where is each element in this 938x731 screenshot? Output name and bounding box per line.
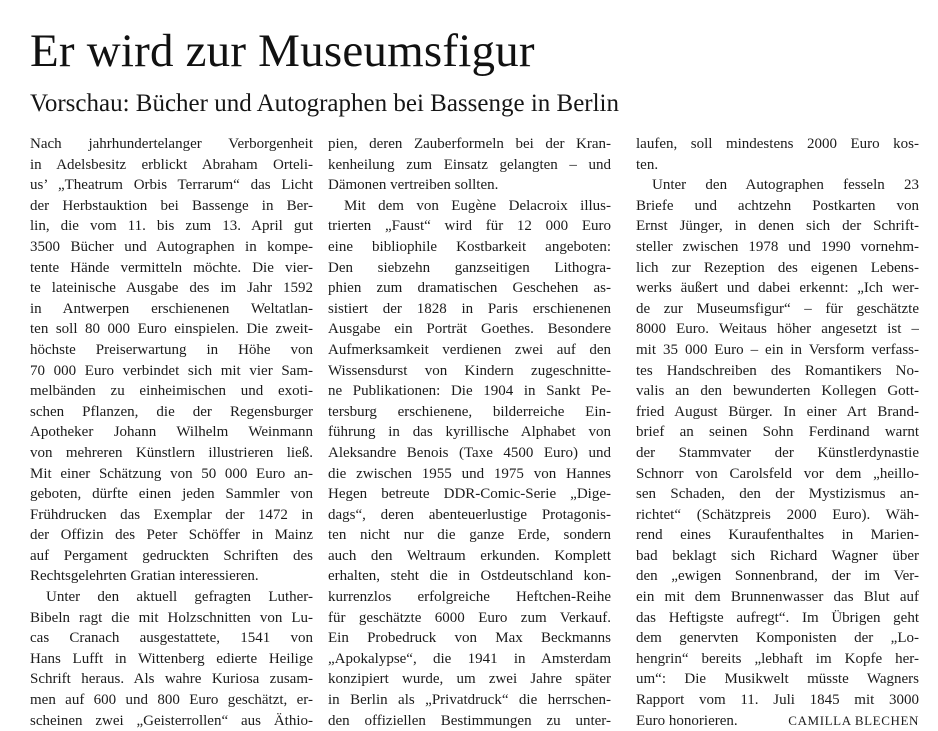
text-line: Frühdrucken das Exemplar der 1472 in	[30, 506, 313, 523]
subheadline: Vorschau: Bücher und Autographen bei Bassenge in Berlin	[30, 90, 620, 117]
text-line: trierten „Faust“ wird für 12 000 Euro	[328, 218, 611, 235]
text-line: von mehreren Künstlern illustrieren ließ.	[30, 444, 313, 461]
text-line: 8000 Euro. Weitaus höher angesetzt ist –	[636, 321, 919, 338]
text-line: in Berlin als „Privatdruck“ die herrschen-	[328, 692, 611, 709]
text-line: Unter den aktuell gefragten Luther-	[46, 589, 313, 606]
text-line: auf Pergament gedruckten Schriften des	[30, 547, 313, 564]
text-line: Nach jahrhundertelanger Verborgenheit	[30, 136, 313, 152]
text-line: die zwischen 1955 und 1975 von Hannes	[328, 465, 611, 482]
text-line: Schrift heraus. Als wahre Kuriosa zusam-	[30, 671, 313, 688]
text-line: 70 000 Euro verbindet sich mit vier Sam-	[30, 362, 313, 379]
text-line: Rapport vom 11. Juli 1845 mit 3000	[636, 692, 919, 709]
article-column-1	[30, 134, 313, 731]
text-line: ein mit dem Brunnenwasser das Blut auf	[636, 589, 919, 606]
text-line: Hegen betreute DDR-Comic-Serie „Dige-	[328, 486, 611, 503]
text-line: Schnorr von Carolsfeld vor dem „heillo-	[636, 465, 919, 482]
text-line-content: Euro honorieren.	[636, 712, 738, 729]
text-line: steller zwischen 1978 und 1990 vornehm-	[636, 238, 919, 255]
text-line: scheinen zwei „Geisterrollen“ aus Äthio-	[30, 712, 313, 729]
text-line: schen Pflanzen, die der Regensburger	[30, 403, 313, 420]
text-line: kenheilung zum Einsatz gelangten – und	[328, 156, 611, 173]
article-column-2	[328, 134, 611, 731]
text-line: valis an den bewunderten Kollegen Gott-	[636, 383, 919, 400]
text-line: erhalten, steht die in Ostdeutschland kon-	[328, 568, 611, 585]
text-line: Aufmerksamkeit verdienen zwei auf den	[328, 341, 611, 358]
text-line: Wissensdurst von Kindern zugeschnitte-	[328, 362, 611, 379]
author-byline: CAMILLA BLECHEN	[788, 712, 919, 728]
text-line: eine bibliophile Kostbarkeit angeboten:	[328, 238, 611, 255]
text-line: kurrenzlos erfolgreiche Heftchen-Reihe	[328, 589, 611, 606]
text-line: werks äußert und dabei erkennt: „Ich wer-	[636, 280, 919, 297]
text-line: Bibeln ragt die mit Holzschnitten von Lu-	[30, 609, 313, 626]
text-line: der Offizin des Peter Schöffer in Mainz	[30, 527, 313, 544]
text-line: höchste Preiserwartung in Höhe von	[30, 341, 313, 358]
text-line: sen Schaden, den der Mystizismus an-	[636, 486, 919, 503]
text-line: us’ „Theatrum Orbis Terrarum“ das Licht	[30, 177, 313, 194]
text-line: sistiert der 1828 in Paris erschienenen	[328, 300, 611, 317]
text-line: Ein Probedruck von Max Beckmanns	[328, 630, 611, 647]
text-line: tes Handschreiben des Romantikers No-	[636, 362, 919, 379]
text-line: rend eines Kuraufenthaltes in Marien-	[636, 527, 919, 544]
text-line: ten soll 80 000 Euro einspielen. Die zweit-	[30, 321, 313, 338]
text-line: Apotheker Johann Wilhelm Weinmann	[30, 424, 313, 441]
text-line: das Heftigste aufregt“. Im Übrigen geht	[636, 609, 919, 626]
text-line: in Adelsbesitz erblickt Abraham Orteli-	[30, 156, 313, 173]
text-line: bad beklagt sich Richard Wagner über	[636, 547, 919, 564]
text-line: Rechtsgelehrten Gratian interessieren.	[30, 568, 259, 585]
text-line: der Stammvater der Künstlerdynastie	[636, 444, 919, 461]
text-line: Ausgabe ein Porträt Goethes. Besondere	[328, 321, 611, 338]
text-line: den „ewigen Sonnenbrand, der im Ver-	[636, 568, 919, 585]
text-line: Hans Lufft in Wittenberg edierte Heilige	[30, 650, 313, 667]
text-line: hengrin“ bereits „lebhaft im Kopfe her-	[636, 650, 919, 667]
text-line: ten.	[636, 156, 659, 173]
article-column-3	[636, 134, 919, 731]
text-line: fried August Bürger. In einer Art Brand-	[636, 403, 919, 420]
text-line: laufen, soll mindestens 2000 Euro kos-	[636, 136, 919, 152]
text-line: konzipiert wurde, um zwei Jahre später	[328, 671, 611, 688]
text-line: Ernst Jünger, in denen sich der Schrift-	[636, 218, 919, 235]
text-line: für geschätzte 6000 Euro zum Verkauf.	[328, 609, 611, 626]
text-line: Dämonen vertreiben sollten.	[328, 177, 499, 194]
text-line: führung in das kyrillische Alphabet von	[328, 424, 611, 441]
text-line: pien, deren Zauberformeln bei der Kran-	[328, 136, 611, 152]
text-line: mit 35 000 Euro – ein in Versform verfass-	[636, 341, 919, 358]
text-line: 3500 Bücher und Autographen in kompe-	[30, 238, 313, 255]
text-line: geboten, dürfte einen jeden Sammler von	[30, 486, 313, 503]
text-line: cas Cranach ausgestattete, 1541 von	[30, 630, 313, 647]
text-line: Mit dem von Eugène Delacroix illus-	[344, 197, 611, 214]
text-line: dem genervten Komponisten der „Lo-	[636, 630, 919, 647]
text-line: tente Hände vermitteln möchte. Die vier-	[30, 259, 313, 276]
text-line: te lateinische Ausgabe des im Jahr 1592	[30, 280, 313, 297]
text-line	[636, 711, 919, 731]
text-line: melbänden zu einheimischen und exoti-	[30, 383, 313, 400]
text-line: brief an seinen Sohn Ferdinand warnt	[636, 424, 919, 441]
text-line: dags“, deren abenteuerlustige Protagonis-	[328, 506, 611, 523]
text-line: Den siebzehn ganzseitigen Lithogra-	[328, 259, 611, 276]
text-line: „Apokalypse“, die 1941 in Amsterdam	[328, 650, 611, 667]
text-line: um“: Die Musikwelt müsste Wagners	[636, 671, 919, 688]
text-line: lin, die vom 11. bis zum 13. April gut	[30, 218, 313, 235]
text-line: de zur Museumsfigur“ – für geschätzte	[636, 300, 919, 317]
text-line: Unter den Autographen fesseln 23	[652, 177, 919, 194]
text-line: auch den Weltraum erkunden. Komplett	[328, 547, 611, 564]
text-line: Briefe und achtzehn Postkarten von	[636, 197, 919, 214]
text-line: men auf 600 und 800 Euro geschätzt, er-	[30, 692, 313, 709]
text-line: ten nicht nur die ganze Erde, sondern	[328, 527, 611, 544]
text-line: tersburg erschienene, bilderreiche Ein-	[328, 403, 611, 420]
text-line: lich zur Rezeption des eigenen Lebens-	[636, 259, 919, 276]
text-line: der Herbstauktion bei Bassenge in Ber-	[30, 197, 313, 214]
text-line: richtet“ (Schätzpreis 2000 Euro). Wäh-	[636, 506, 919, 523]
text-line: ne Publikationen: Die 1904 in Sankt Pe-	[328, 383, 611, 400]
text-line: den offiziellen Bestimmungen zu unter-	[328, 712, 611, 729]
text-line: Aleksandre Benois (Taxe 4500 Euro) und	[328, 444, 611, 461]
headline: Er wird zur Museumsfigur	[30, 25, 535, 77]
text-line: in Antwerpen erschienenen Weltatlan-	[30, 300, 313, 317]
text-line: Mit einer Schätzung von 50 000 Euro an-	[30, 465, 313, 482]
text-line: phien zum dramatischen Geschehen as-	[328, 280, 611, 297]
